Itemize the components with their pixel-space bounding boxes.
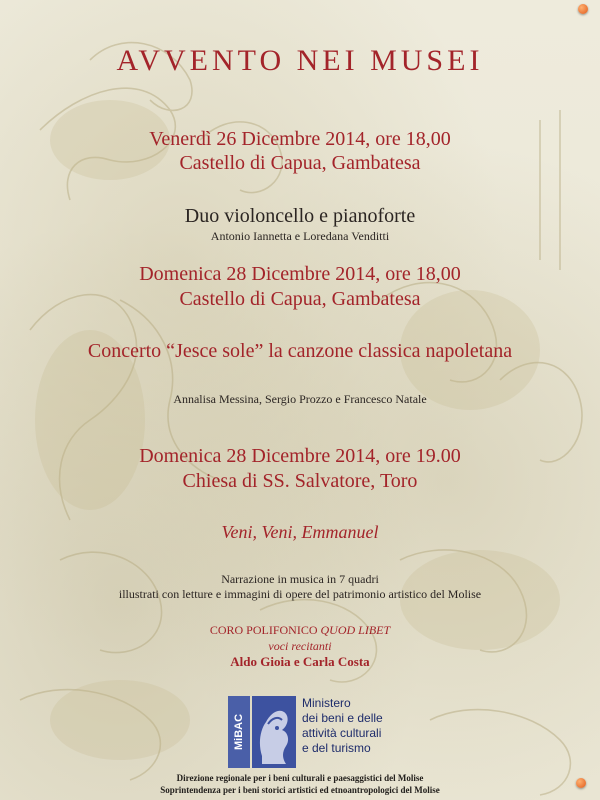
push-pin-icon: [578, 4, 588, 14]
event-2-program: Concerto “Jesce sole” la canzone classica napoletana: [87, 340, 513, 362]
event-2-performers: Annalisa Messina, Sergio Prozzo e Francesco Natale: [173, 392, 427, 406]
footer-line-2: Soprintendenza per i beni storici artistici ed etnoantropologici del Molise: [160, 785, 440, 795]
event-3-program: Veni, Veni, Emmanuel: [221, 522, 379, 542]
mibac-wordmark: MiBAC: [228, 696, 250, 768]
poster-title: AVVENTO NEI MUSEI: [116, 44, 484, 77]
event-1-performers: Antonio Iannetta e Loredana Venditti: [210, 229, 390, 243]
ministry-line: attività culturali: [302, 726, 382, 740]
event-3-date: Domenica 28 Dicembre 2014, ore 19.00: [139, 445, 461, 467]
event-3-voices-label: voci recitanti: [268, 639, 332, 653]
event-3-description-line-2: illustrati con letture e immagini di opere del patrimonio artistico del Molise: [118, 587, 482, 601]
event-3-description-line-1: Narrazione in musica in 7 quadri: [221, 572, 379, 586]
ministry-emblem-icon: [252, 696, 296, 768]
ministry-line: e del turismo: [302, 741, 371, 755]
event-3-venue: Chiesa di SS. Salvatore, Toro: [182, 470, 418, 492]
event-2-date: Domenica 28 Dicembre 2014, ore 18,00: [139, 263, 461, 285]
event-1-date: Venerdì 26 Dicembre 2014, ore 18,00: [149, 128, 451, 150]
choir-prefix: CORO POLIFONICO: [209, 623, 318, 637]
ministry-name: [302, 696, 383, 756]
ministry-line: dei beni e delle: [302, 711, 383, 725]
ministry-line: Ministero: [302, 696, 351, 710]
footer-line-1: Direzione regionale per i beni culturali e paesaggistici del Molise: [176, 773, 424, 783]
event-1-venue: Castello di Capua, Gambatesa: [179, 152, 421, 174]
event-3-choir: [0, 623, 600, 638]
choir-name: QUOD LIBET: [320, 623, 391, 637]
event-1-program: Duo violoncello e pianoforte: [184, 205, 416, 227]
event-3-voices: Aldo Gioia e Carla Costa: [230, 654, 370, 669]
ministry-logo: [228, 692, 428, 772]
event-2-venue: Castello di Capua, Gambatesa: [179, 288, 421, 310]
